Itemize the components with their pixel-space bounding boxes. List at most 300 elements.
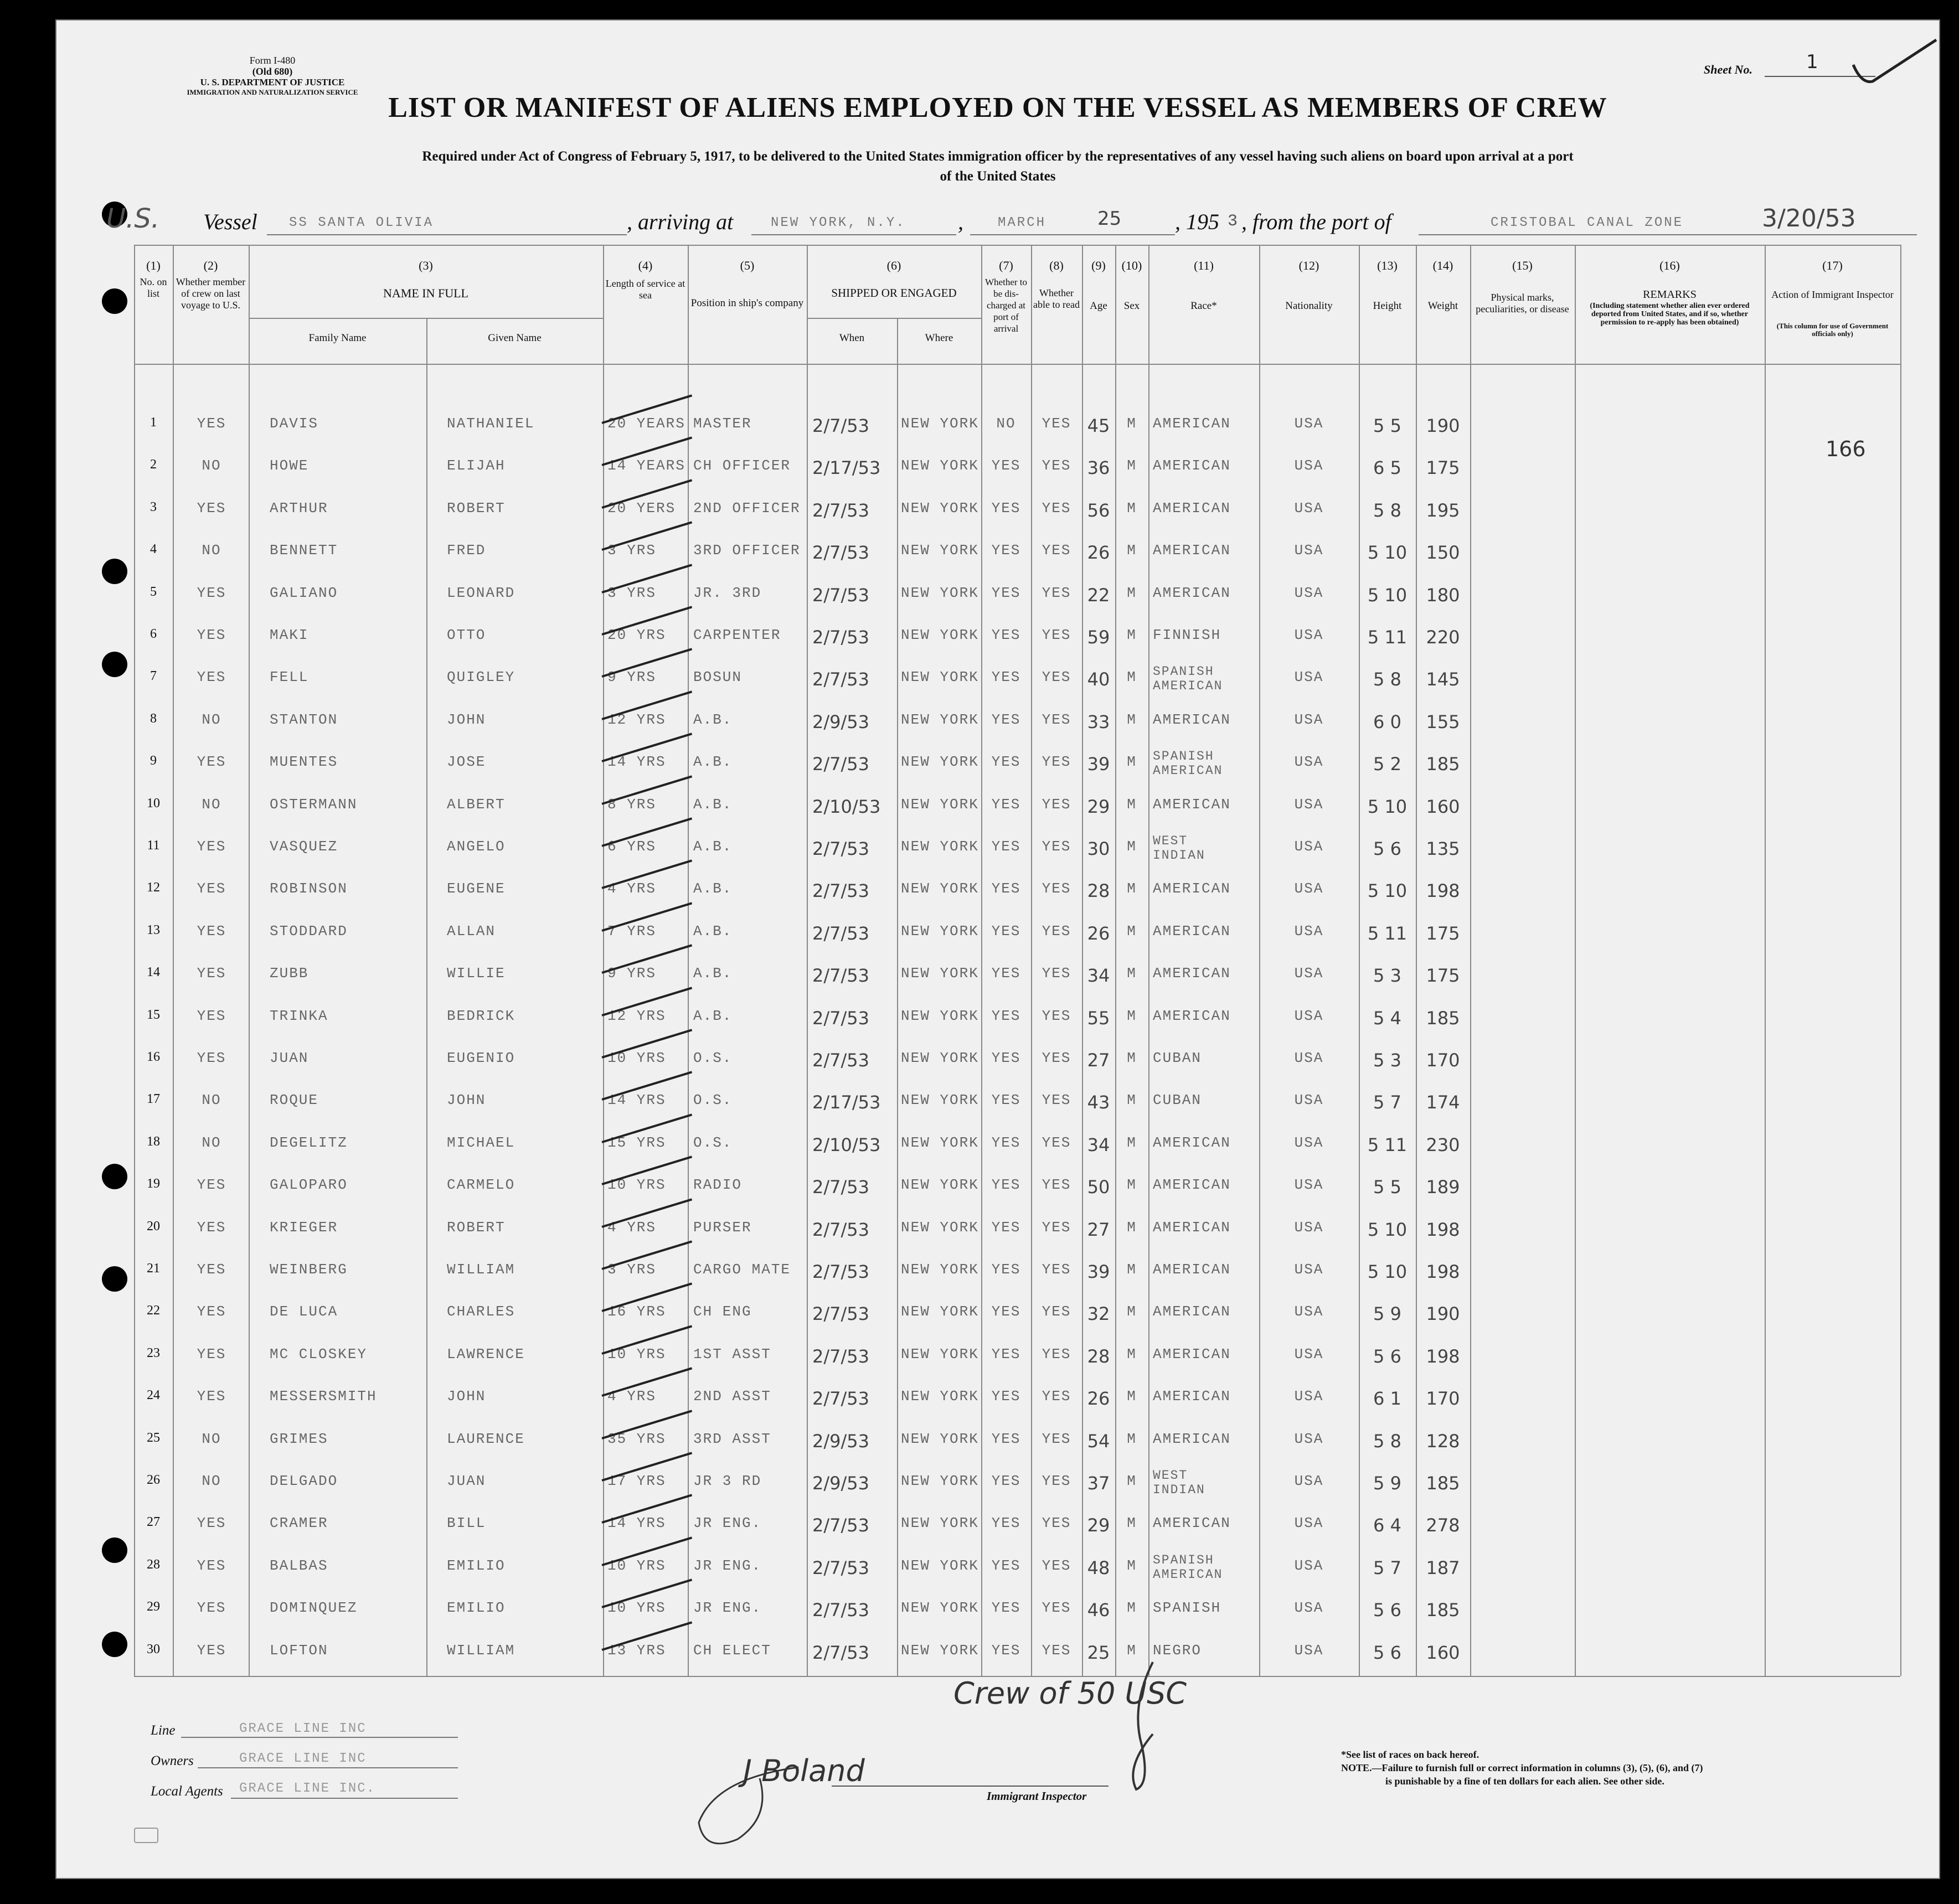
cell-age: 48 — [1087, 1557, 1110, 1578]
sheet-no-label: Sheet No. — [1704, 63, 1752, 76]
cell-position: CH ENG — [693, 1303, 752, 1320]
cell-age: 59 — [1087, 627, 1110, 648]
cell-no: 20 — [147, 1219, 160, 1234]
column-number: (7) — [999, 259, 1013, 272]
cell-position: JR ENG. — [693, 1515, 762, 1532]
cell-height: 5 8 — [1373, 1430, 1401, 1452]
cell-race: AMERICAN — [1153, 1177, 1231, 1194]
cell-discharge: YES — [991, 1261, 1021, 1278]
cell-weight: 198 — [1426, 880, 1460, 902]
races-note: *See list of races on back hereof. — [1341, 1749, 1479, 1760]
cell-sex: M — [1127, 922, 1137, 940]
col-line — [807, 245, 808, 1676]
cell-family: BALBAS — [270, 1557, 328, 1574]
cell-sex: M — [1127, 457, 1137, 474]
column-header: Whether to be dis-charged at port of arrival — [985, 277, 1027, 334]
cell-discharge: YES — [991, 965, 1021, 982]
cell-where: NEW YORK — [901, 711, 979, 728]
cell-race: SPANISH AMERICAN — [1153, 749, 1223, 778]
cell-read: YES — [1042, 838, 1071, 855]
cell-sex: M — [1127, 1473, 1137, 1489]
cell-where: NEW YORK — [901, 669, 979, 686]
old-form-number: (Old 680) — [252, 66, 293, 77]
cell-last: YES — [197, 1303, 226, 1320]
cell-no: 11 — [147, 838, 160, 853]
cell-no: 10 — [147, 796, 160, 811]
cell-discharge: NO — [996, 415, 1016, 432]
cell-nat: USA — [1294, 1345, 1324, 1363]
column-number: (15) — [1512, 259, 1533, 272]
cell-discharge: YES — [991, 457, 1021, 474]
cell-where: NEW YORK — [901, 1473, 979, 1489]
owners-underline — [198, 1767, 458, 1768]
from-port-label: , from the port of — [1241, 209, 1391, 234]
cell-when: 2/7/53 — [812, 965, 869, 987]
owners-label: Owners — [151, 1753, 194, 1768]
cell-age: 37 — [1087, 1473, 1110, 1494]
cell-where: NEW YORK — [901, 584, 979, 601]
cell-height: 5 11 — [1367, 1134, 1408, 1155]
cell-last: YES — [197, 1219, 226, 1236]
cell-nat: USA — [1294, 457, 1324, 474]
cell-service: 3 YRS — [607, 542, 657, 559]
cell-nat: USA — [1294, 415, 1324, 432]
cell-service: 17 YRS — [607, 1473, 666, 1489]
cell-service: 4 YRS — [607, 1388, 657, 1405]
cell-given: JOHN — [447, 1092, 486, 1109]
cell-weight: 185 — [1426, 754, 1460, 775]
cell-family: FELL — [270, 669, 309, 686]
cell-age: 29 — [1087, 796, 1110, 817]
remarks-note: (Including statement whether alien ever ordered deported from United States, and if so, whether permission to re-apply has been obtained) — [1590, 302, 1750, 327]
cell-nat: USA — [1294, 1134, 1324, 1151]
cell-position: A.B. — [693, 880, 733, 897]
cell-position: 1ST ASST — [693, 1345, 771, 1363]
cell-discharge: YES — [991, 1092, 1021, 1109]
cell-position: MASTER — [693, 415, 752, 432]
cell-position: BOSUN — [693, 669, 743, 686]
cell-nat: USA — [1294, 1599, 1324, 1617]
cell-read: YES — [1042, 499, 1071, 517]
cell-race: AMERICAN — [1153, 796, 1231, 813]
family-name-header: Family Name — [308, 332, 367, 344]
cell-family: MUENTES — [270, 754, 338, 771]
cell-where: NEW YORK — [901, 542, 979, 559]
column-number: (4) — [638, 259, 653, 272]
cell-family: TRINKA — [270, 1007, 328, 1024]
cell-weight: 155 — [1426, 711, 1460, 732]
cell-last: YES — [197, 754, 226, 771]
cell-race: AMERICAN — [1153, 542, 1231, 559]
cell-weight: 190 — [1426, 1303, 1460, 1325]
cell-when: 2/7/53 — [812, 1007, 869, 1029]
cell-position: A.B. — [693, 796, 733, 813]
cell-race: AMERICAN — [1153, 1345, 1231, 1363]
cell-discharge: YES — [991, 1134, 1021, 1151]
cell-no: 29 — [147, 1599, 160, 1614]
cell-position: 2ND ASST — [693, 1388, 771, 1405]
cell-discharge: YES — [991, 1219, 1021, 1236]
cell-discharge: YES — [991, 1599, 1021, 1617]
cell-last: YES — [197, 669, 226, 686]
cell-when: 2/7/53 — [812, 584, 869, 606]
cell-given: ANGELO — [447, 838, 506, 855]
cell-read: YES — [1042, 1219, 1071, 1236]
cell-race: AMERICAN — [1153, 1134, 1231, 1151]
cell-discharge: YES — [991, 1303, 1021, 1320]
cell-service: 8 YRS — [607, 796, 657, 813]
cell-weight: 220 — [1426, 627, 1460, 648]
agents-value: GRACE LINE INC. — [239, 1781, 376, 1796]
cell-nat: USA — [1294, 1557, 1324, 1574]
cell-where: NEW YORK — [901, 1557, 979, 1574]
cell-when: 2/10/53 — [812, 796, 881, 817]
cell-weight: 187 — [1426, 1557, 1460, 1578]
cell-weight: 170 — [1426, 1050, 1460, 1071]
cell-last: YES — [197, 1007, 226, 1024]
cell-family: CRAMER — [270, 1515, 328, 1532]
column-number: (17) — [1822, 259, 1843, 272]
cell-position: O.S. — [693, 1134, 733, 1151]
cell-race: AMERICAN — [1153, 711, 1231, 728]
cell-given: QUIGLEY — [447, 669, 515, 686]
cell-discharge: YES — [991, 627, 1021, 643]
cell-where: NEW YORK — [901, 415, 979, 432]
cell-given: JUAN — [447, 1473, 486, 1489]
cell-height: 5 8 — [1373, 499, 1401, 521]
cell-height: 5 10 — [1367, 1261, 1408, 1282]
cell-weight: 175 — [1426, 922, 1460, 944]
cell-when: 2/7/53 — [812, 922, 869, 944]
cell-sex: M — [1127, 1557, 1137, 1574]
cell-read: YES — [1042, 965, 1071, 982]
cell-family: ZUBB — [270, 965, 309, 982]
column-header: SHIPPED OR ENGAGED — [831, 286, 957, 300]
cell-height: 5 6 — [1373, 838, 1401, 859]
cell-height: 6 4 — [1373, 1515, 1401, 1536]
cell-sex: M — [1127, 1345, 1137, 1363]
cell-last: NO — [202, 457, 221, 474]
cell-last: YES — [197, 1599, 226, 1617]
cell-race: AMERICAN — [1153, 1007, 1231, 1024]
cell-where: NEW YORK — [901, 1345, 979, 1363]
cell-read: YES — [1042, 796, 1071, 813]
arrival-day: 25 — [1097, 208, 1122, 230]
cell-when: 2/7/53 — [812, 1642, 869, 1663]
cell-height: 6 1 — [1373, 1388, 1401, 1410]
cell-last: YES — [197, 922, 226, 940]
cell-nat: USA — [1294, 922, 1324, 940]
cell-given: EUGENE — [447, 880, 506, 897]
column-number: (8) — [1049, 259, 1064, 272]
cell-read: YES — [1042, 415, 1071, 432]
cell-sex: M — [1127, 1388, 1137, 1405]
column-header: Race* — [1190, 300, 1217, 312]
agents-underline — [231, 1798, 458, 1799]
cell-given: WILLIE — [447, 965, 506, 982]
cell-read: YES — [1042, 1430, 1071, 1447]
cell-read: YES — [1042, 922, 1071, 940]
cell-no: 9 — [150, 754, 157, 768]
cell-age: 27 — [1087, 1219, 1110, 1240]
column-number: (10) — [1121, 259, 1142, 272]
cell-read: YES — [1042, 880, 1071, 897]
cell-read: YES — [1042, 1007, 1071, 1024]
cell-nat: USA — [1294, 1177, 1324, 1194]
cell-age: 26 — [1087, 1388, 1110, 1410]
cell-weight: 198 — [1426, 1219, 1460, 1240]
cell-service: 10 YRS — [607, 1557, 666, 1574]
column-number: (1) — [146, 259, 161, 272]
cell-given: EMILIO — [447, 1557, 506, 1574]
cell-given: CARMELO — [447, 1177, 515, 1194]
cell-sex: M — [1127, 754, 1137, 771]
cell-age: 33 — [1087, 711, 1110, 732]
cell-race: AMERICAN — [1153, 1430, 1231, 1447]
cell-where: NEW YORK — [901, 1642, 979, 1659]
cell-weight: 189 — [1426, 1177, 1460, 1198]
check-mark-icon — [1850, 32, 1939, 92]
cell-service: 9 YRS — [607, 669, 657, 686]
cell-height: 5 8 — [1373, 669, 1401, 690]
column-header: Nationality — [1285, 300, 1333, 312]
column-header: Action of Immigrant Inspector — [1771, 289, 1894, 300]
cell-height: 5 9 — [1373, 1303, 1401, 1325]
cell-nat: USA — [1294, 1515, 1324, 1532]
cell-height: 5 9 — [1373, 1473, 1401, 1494]
cell-service: 35 YRS — [607, 1430, 666, 1447]
cell-when: 2/9/53 — [812, 1430, 869, 1452]
cell-weight: 185 — [1426, 1599, 1460, 1621]
cell-where: NEW YORK — [901, 1303, 979, 1320]
arriving-label: , arriving at — [627, 209, 734, 234]
cell-last: YES — [197, 415, 226, 432]
cell-discharge: YES — [991, 1473, 1021, 1489]
cell-when: 2/17/53 — [812, 457, 881, 479]
column-number: (16) — [1659, 259, 1680, 272]
cell-read: YES — [1042, 1345, 1071, 1363]
cell-nat: USA — [1294, 1388, 1324, 1405]
cell-race: WEST INDIAN — [1153, 834, 1205, 863]
cell-family: DEGELITZ — [270, 1134, 348, 1151]
service-name: IMMIGRATION AND NATURALIZATION SERVICE — [187, 88, 358, 96]
cell-where: NEW YORK — [901, 1092, 979, 1109]
cell-height: 5 6 — [1373, 1345, 1401, 1367]
cell-given: BILL — [447, 1515, 486, 1532]
cell-age: 26 — [1087, 542, 1110, 564]
inspector-signature: J Boland — [743, 1753, 865, 1788]
cell-read: YES — [1042, 457, 1071, 474]
cell-given: ALLAN — [447, 922, 496, 940]
cell-nat: USA — [1294, 542, 1324, 559]
cell-no: 16 — [147, 1050, 160, 1064]
cell-last: YES — [197, 1515, 226, 1532]
cell-read: YES — [1042, 1642, 1071, 1659]
column-header: Whether member of crew on last voyage to U.S. — [176, 276, 246, 311]
cell-when: 2/7/53 — [812, 1177, 869, 1198]
cell-age: 50 — [1087, 1177, 1110, 1198]
cell-family: LOFTON — [270, 1642, 328, 1659]
cell-when: 2/7/53 — [812, 838, 869, 859]
cell-no: 1 — [150, 415, 157, 430]
cell-age: 39 — [1087, 754, 1110, 775]
cell-family: ARTHUR — [270, 499, 328, 517]
cell-family: GALOPARO — [270, 1177, 348, 1194]
cell-given: EUGENIO — [447, 1050, 515, 1066]
cell-no: 24 — [147, 1388, 160, 1403]
col-line — [1470, 245, 1471, 1676]
vessel-label: Vessel — [203, 209, 257, 234]
cell-when: 2/7/53 — [812, 880, 869, 902]
cell-no: 19 — [147, 1177, 160, 1191]
cell-height: 5 2 — [1373, 754, 1401, 775]
cell-family: OSTERMANN — [270, 796, 358, 813]
cell-last: YES — [197, 627, 226, 643]
cell-sex: M — [1127, 965, 1137, 982]
cell-age: 32 — [1087, 1303, 1110, 1325]
agents-label: Local Agents — [151, 1784, 223, 1799]
cell-nat: USA — [1294, 838, 1324, 855]
cell-when: 2/7/53 — [812, 499, 869, 521]
cell-given: CHARLES — [447, 1303, 515, 1320]
cell-last: YES — [197, 584, 226, 601]
cell-age: 43 — [1087, 1092, 1110, 1113]
cell-weight: 128 — [1426, 1430, 1460, 1452]
vessel-prefix-handwritten: U.S. — [106, 203, 160, 234]
cell-sex: M — [1127, 1261, 1137, 1278]
signature-flourish — [1120, 1657, 1169, 1795]
cell-no: 14 — [147, 965, 160, 980]
arrival-month: MARCH — [998, 215, 1046, 230]
cell-family: MESSERSMITH — [270, 1388, 377, 1405]
cell-discharge: YES — [991, 1177, 1021, 1194]
cell-discharge: YES — [991, 838, 1021, 855]
cell-when: 2/9/53 — [812, 1473, 869, 1494]
cell-sex: M — [1127, 415, 1137, 432]
cell-position: A.B. — [693, 838, 733, 855]
cell-service: 9 YRS — [607, 965, 657, 982]
column-header: REMARKS — [1643, 288, 1697, 301]
cell-no: 13 — [147, 922, 160, 937]
cell-given: JOHN — [447, 1388, 486, 1405]
cell-read: YES — [1042, 584, 1071, 601]
cell-no: 8 — [150, 711, 157, 726]
cell-race: AMERICAN — [1153, 1303, 1231, 1320]
cell-height: 5 10 — [1367, 584, 1408, 606]
cell-height: 5 3 — [1373, 965, 1401, 987]
cell-family: STANTON — [270, 711, 338, 728]
column-number: (12) — [1298, 259, 1319, 272]
cell-family: ROBINSON — [270, 880, 348, 897]
subtitle-line-2: of the United States — [940, 169, 1056, 184]
cell-where: NEW YORK — [901, 1388, 979, 1405]
cell-when: 2/7/53 — [812, 1050, 869, 1071]
column-header: Age — [1090, 300, 1107, 312]
cell-given: WILLIAM — [447, 1261, 515, 1278]
cell-no: 28 — [147, 1557, 160, 1572]
form-info — [212, 55, 333, 77]
cell-read: YES — [1042, 1134, 1071, 1151]
cell-height: 5 11 — [1367, 627, 1408, 648]
line-label: Line — [151, 1723, 176, 1738]
column-number: (13) — [1377, 259, 1398, 272]
column-header: Weight — [1427, 300, 1458, 312]
cell-given: ELIJAH — [447, 457, 506, 474]
cell-service: 15 YRS — [607, 1134, 666, 1151]
comma-2: , — [1175, 209, 1180, 234]
cell-race: SPANISH AMERICAN — [1153, 664, 1223, 694]
cell-position: CARPENTER — [693, 627, 781, 643]
cell-no: 6 — [150, 627, 157, 641]
cell-weight: 190 — [1426, 415, 1460, 436]
column-header: Sex — [1123, 300, 1140, 312]
cell-height: 5 10 — [1367, 796, 1408, 817]
cell-when: 2/7/53 — [812, 1557, 869, 1578]
cell-height: 5 10 — [1367, 542, 1408, 564]
where-header: Where — [925, 332, 953, 344]
cell-weight: 145 — [1426, 669, 1460, 690]
cell-no: 15 — [147, 1007, 160, 1022]
department-name: U. S. DEPARTMENT OF JUSTICE — [200, 77, 345, 87]
column-header: Height — [1373, 300, 1402, 312]
cell-read: YES — [1042, 669, 1071, 686]
cell-no: 27 — [147, 1515, 160, 1530]
cell-sex: M — [1127, 1134, 1137, 1151]
cell-sex: M — [1127, 499, 1137, 517]
cell-age: 28 — [1087, 880, 1110, 902]
col-line — [1765, 245, 1766, 1676]
cell-position: A.B. — [693, 922, 733, 940]
cell-read: YES — [1042, 542, 1071, 559]
inspector-label: Immigrant Inspector — [987, 1789, 1087, 1803]
cell-where: NEW YORK — [901, 838, 979, 855]
cell-when: 2/7/53 — [812, 1261, 869, 1282]
cell-position: CARGO MATE — [693, 1261, 791, 1278]
cell-position: RADIO — [693, 1177, 743, 1194]
punch-hole — [102, 1266, 127, 1292]
cell-where: NEW YORK — [901, 796, 979, 813]
cell-family: DOMINQUEZ — [270, 1599, 358, 1617]
owners-value: GRACE LINE INC — [239, 1751, 367, 1766]
cell-race: AMERICAN — [1153, 499, 1231, 517]
cell-given: NATHANIEL — [447, 415, 535, 432]
cell-where: NEW YORK — [901, 627, 979, 643]
cell-when: 2/7/53 — [812, 1303, 869, 1325]
cell-where: NEW YORK — [901, 1134, 979, 1151]
cell-position: JR ENG. — [693, 1599, 762, 1617]
punch-hole — [102, 559, 127, 584]
form-number: Form I-480 — [249, 55, 296, 66]
cell-race: CUBAN — [1153, 1050, 1202, 1066]
cell-nat: USA — [1294, 1092, 1324, 1109]
vessel-name: SS SANTA OLIVIA — [289, 215, 434, 230]
crew-note-handwritten: Crew of 50 USC — [953, 1676, 1187, 1711]
column-number: (6) — [886, 259, 901, 272]
cell-race: SPANISH — [1153, 1599, 1221, 1617]
cell-last: YES — [197, 1177, 226, 1194]
cell-read: YES — [1042, 1092, 1071, 1109]
cell-height: 5 6 — [1373, 1642, 1401, 1663]
cell-family: GRIMES — [270, 1430, 328, 1447]
cell-family: DAVIS — [270, 415, 319, 432]
cell-last: YES — [197, 499, 226, 517]
cell-where: NEW YORK — [901, 457, 979, 474]
cell-nat: USA — [1294, 584, 1324, 601]
cell-nat: USA — [1294, 1219, 1324, 1236]
cell-weight: 175 — [1426, 457, 1460, 479]
cell-age: 54 — [1087, 1430, 1110, 1452]
cell-read: YES — [1042, 1050, 1071, 1066]
